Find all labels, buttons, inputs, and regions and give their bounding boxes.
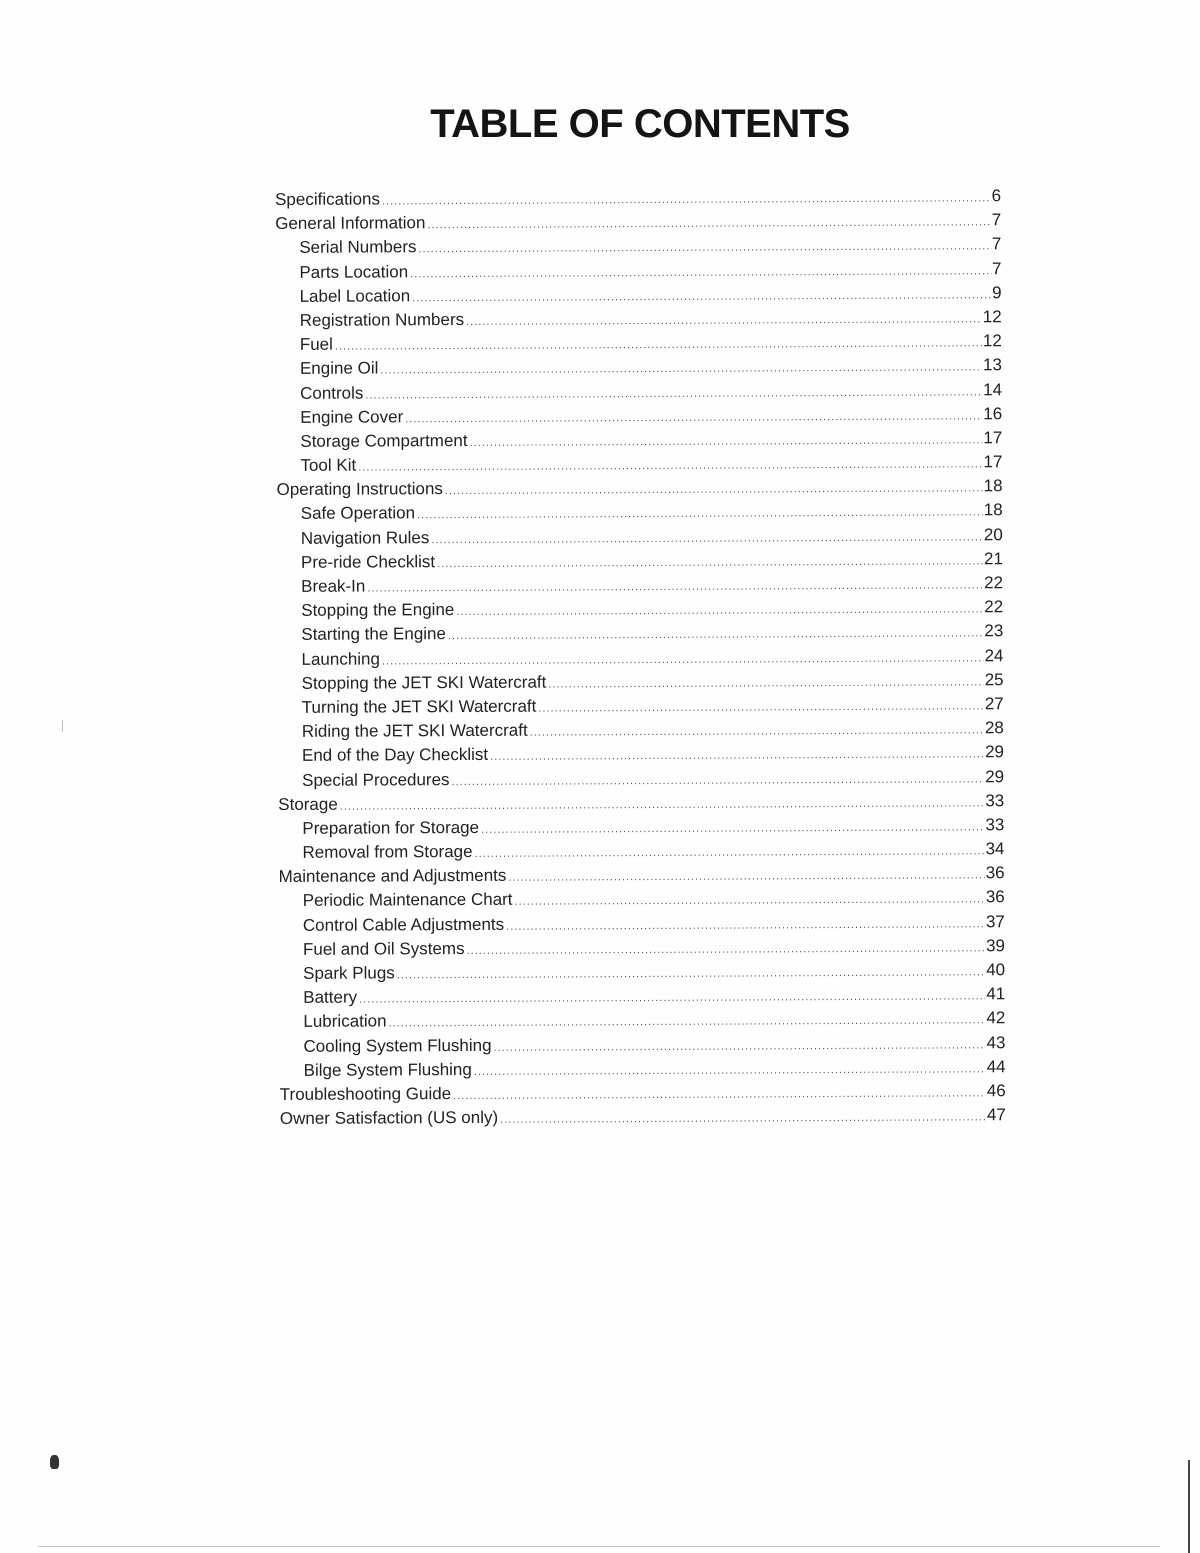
toc-entry — [278, 741, 1004, 769]
toc-dot-leader — [453, 1081, 986, 1108]
toc-entry — [276, 450, 1002, 478]
toc-entry — [275, 233, 1001, 261]
table-of-contents — [275, 184, 1006, 1131]
toc-entry-page: 41 — [986, 984, 1006, 1004]
toc-entry — [276, 305, 1002, 333]
toc-dot-leader — [548, 670, 983, 696]
toc-entry — [276, 402, 1002, 430]
toc-entry-label: Riding the JET SKI Watercraft — [301, 720, 528, 741]
toc-entry-page: 24 — [984, 645, 1004, 665]
toc-entry-page: 36 — [985, 887, 1005, 907]
toc-entry — [278, 668, 1004, 696]
toc-entry — [279, 910, 1005, 938]
toc-entry — [277, 620, 1003, 648]
toc-dot-leader — [365, 380, 982, 407]
toc-entry-label: Fuel and Oil Systems — [302, 938, 465, 959]
toc-entry — [278, 789, 1004, 817]
toc-dot-leader — [475, 839, 985, 866]
toc-dot-leader — [380, 356, 982, 383]
toc-entry-page: 14 — [983, 379, 1003, 399]
toc-entry-label: Periodic Maintenance Chart — [302, 890, 513, 911]
toc-entry-label: Control Cable Adjustments — [302, 914, 505, 935]
toc-entry — [278, 837, 1004, 865]
toc-entry — [278, 813, 1004, 841]
page-title: TABLE OF CONTENTS — [430, 102, 850, 146]
toc-entry-page: 40 — [986, 960, 1006, 980]
toc-entry-page: 22 — [984, 597, 1004, 617]
toc-dot-leader — [405, 404, 982, 431]
toc-dot-leader — [456, 597, 983, 624]
toc-dot-leader — [466, 307, 982, 334]
toc-entry — [278, 765, 1004, 793]
toc-entry-page: 34 — [985, 839, 1005, 859]
toc-dot-leader — [445, 477, 983, 504]
toc-entry-page: 36 — [985, 863, 1005, 883]
toc-entry-label: Registration Numbers — [299, 309, 465, 330]
toc-entry-page: 20 — [983, 524, 1003, 544]
toc-dot-leader — [358, 452, 982, 479]
toc-entry-page: 7 — [991, 258, 1002, 278]
toc-dot-leader — [481, 815, 984, 842]
toc-dot-leader — [417, 501, 983, 528]
toc-entry-page: 23 — [984, 621, 1004, 641]
toc-entry-page: 18 — [983, 500, 1003, 520]
toc-entry — [276, 329, 1002, 357]
toc-entry — [279, 934, 1005, 962]
scan-artifact-mark — [50, 1455, 59, 1469]
toc-dot-leader — [514, 888, 984, 915]
toc-dot-leader — [367, 573, 983, 600]
toc-entry-page: 44 — [986, 1056, 1006, 1077]
toc-entry — [276, 426, 1002, 454]
toc-entry — [277, 547, 1003, 575]
toc-entry-page: 17 — [983, 428, 1003, 448]
toc-dot-leader — [470, 428, 983, 455]
toc-entry — [276, 281, 1002, 309]
toc-entry-page: 33 — [985, 790, 1005, 810]
toc-dot-leader — [340, 791, 985, 819]
toc-dot-leader — [538, 694, 984, 721]
toc-entry-page: 9 — [992, 282, 1002, 302]
toc-entry-label: General Information — [275, 213, 426, 234]
toc-entry-label: Troubleshooting Guide — [279, 1084, 452, 1104]
toc-entry — [280, 1055, 1006, 1083]
toc-dot-leader — [493, 1033, 985, 1060]
toc-entry-label: End of the Day Checklist — [301, 745, 489, 766]
toc-entry-page: 43 — [986, 1032, 1006, 1052]
toc-entry-page: 21 — [983, 549, 1003, 569]
toc-entry-page: 29 — [984, 742, 1005, 762]
toc-entry-label: Battery — [303, 987, 358, 1008]
toc-dot-leader — [397, 960, 986, 987]
toc-entry-page: 16 — [983, 403, 1003, 423]
toc-entry — [279, 886, 1005, 914]
toc-entry-page: 18 — [983, 476, 1003, 496]
toc-dot-leader — [437, 549, 983, 576]
toc-entry-page: 6 — [991, 186, 1002, 206]
toc-entry-label: Cooling System Flushing — [303, 1035, 492, 1056]
toc-entry-label: Tool Kit — [300, 455, 357, 475]
toc-entry-page: 22 — [984, 573, 1004, 593]
toc-entry — [277, 474, 1003, 502]
toc-dot-leader — [388, 1009, 985, 1036]
toc-entry — [278, 716, 1004, 744]
toc-dot-leader — [530, 718, 984, 745]
toc-entry-label: Parts Location — [299, 261, 409, 282]
toc-entry-label: Safe Operation — [300, 503, 416, 524]
scan-edge-bottom — [38, 1546, 1160, 1547]
toc-dot-leader — [410, 259, 991, 286]
toc-entry-page: 13 — [982, 355, 1002, 375]
toc-entry-label: Controls — [300, 383, 364, 403]
toc-entry — [277, 571, 1003, 599]
toc-entry-label: Removal from Storage — [302, 842, 473, 862]
toc-entry — [279, 958, 1005, 986]
scan-artifact — [62, 720, 63, 732]
toc-dot-leader — [418, 235, 990, 262]
toc-entry-label: Spark Plugs — [303, 963, 395, 983]
toc-dot-leader — [382, 646, 984, 673]
toc-entry-label: Pre-ride Checklist — [300, 551, 436, 572]
toc-entry-label: Maintenance and Adjustments — [278, 866, 507, 887]
toc-entry — [277, 644, 1003, 672]
toc-entry-label: Storage — [278, 794, 338, 814]
toc-entry-page: 28 — [984, 718, 1004, 738]
toc-entry — [277, 499, 1003, 527]
toc-entry-label: Starting the Engine — [301, 624, 446, 645]
toc-entry — [279, 1031, 1005, 1059]
toc-dot-leader — [359, 984, 985, 1011]
toc-dot-leader — [451, 767, 984, 794]
toc-entry — [280, 1103, 1006, 1131]
toc-entry-label: Operating Instructions — [276, 479, 443, 500]
toc-entry — [275, 257, 1001, 285]
toc-dot-leader — [382, 186, 991, 213]
toc-entry-page: 12 — [982, 307, 1002, 327]
toc-dot-leader — [431, 525, 983, 552]
toc-entry-label: Engine Oil — [299, 358, 379, 379]
toc-entry-label: Engine Cover — [300, 407, 404, 427]
toc-entry — [278, 692, 1004, 720]
toc-entry-label: Fuel — [299, 334, 333, 354]
toc-dot-leader — [427, 210, 990, 237]
toc-entry-label: Turning the JET SKI Watercraft — [301, 696, 537, 717]
toc-entry — [280, 1079, 1006, 1107]
toc-entry-label: Serial Numbers — [299, 237, 417, 258]
toc-dot-leader — [412, 283, 991, 310]
toc-dot-leader — [448, 622, 984, 649]
toc-entry-page: 12 — [982, 331, 1002, 351]
scan-edge-right — [1188, 1460, 1190, 1553]
toc-entry — [279, 861, 1005, 889]
toc-entry-page: 25 — [984, 669, 1004, 690]
toc-dot-leader — [506, 912, 985, 939]
toc-entry-page: 27 — [984, 694, 1004, 714]
toc-entry — [279, 1007, 1005, 1035]
toc-entry-page: 7 — [991, 234, 1002, 254]
toc-entry — [277, 523, 1003, 551]
toc-entry-page: 39 — [986, 936, 1006, 956]
toc-entry — [279, 982, 1005, 1010]
toc-dot-leader — [466, 936, 985, 963]
toc-entry-page: 46 — [986, 1081, 1006, 1101]
toc-dot-leader — [508, 864, 984, 891]
toc-dot-leader — [474, 1057, 986, 1084]
toc-entry-page: 42 — [986, 1008, 1006, 1028]
toc-entry-page: 47 — [986, 1105, 1006, 1125]
toc-entry — [275, 208, 1001, 236]
toc-entry-label: Owner Satisfaction (US only) — [279, 1107, 499, 1129]
toc-entry-label: Special Procedures — [302, 769, 450, 790]
toc-entry-page: 33 — [985, 815, 1005, 835]
toc-entry-label: Launching — [301, 649, 380, 669]
toc-entry-label: Stopping the Engine — [301, 600, 455, 621]
toc-entry-label: Specifications — [275, 189, 380, 209]
toc-dot-leader — [335, 331, 982, 359]
toc-entry-label: Break-In — [301, 576, 366, 596]
toc-entry-label: Navigation Rules — [300, 527, 430, 548]
toc-entry-label: Storage Compartment — [300, 430, 468, 451]
toc-entry-page: 37 — [985, 911, 1005, 931]
toc-entry-label: Preparation for Storage — [302, 817, 480, 838]
toc-entry-label: Lubrication — [303, 1011, 387, 1032]
toc-entry-label: Label Location — [299, 286, 411, 306]
toc-entry — [275, 184, 1001, 212]
toc-dot-leader — [500, 1105, 986, 1132]
toc-entry-page: 29 — [985, 766, 1005, 786]
toc-entry-page: 7 — [991, 210, 1002, 230]
toc-dot-leader — [490, 743, 984, 770]
toc-entry-label: Stopping the JET SKI Watercraft — [301, 672, 547, 693]
toc-entry — [277, 595, 1003, 623]
toc-entry-page: 17 — [983, 452, 1003, 472]
toc-entry-label: Bilge System Flushing — [303, 1059, 472, 1080]
